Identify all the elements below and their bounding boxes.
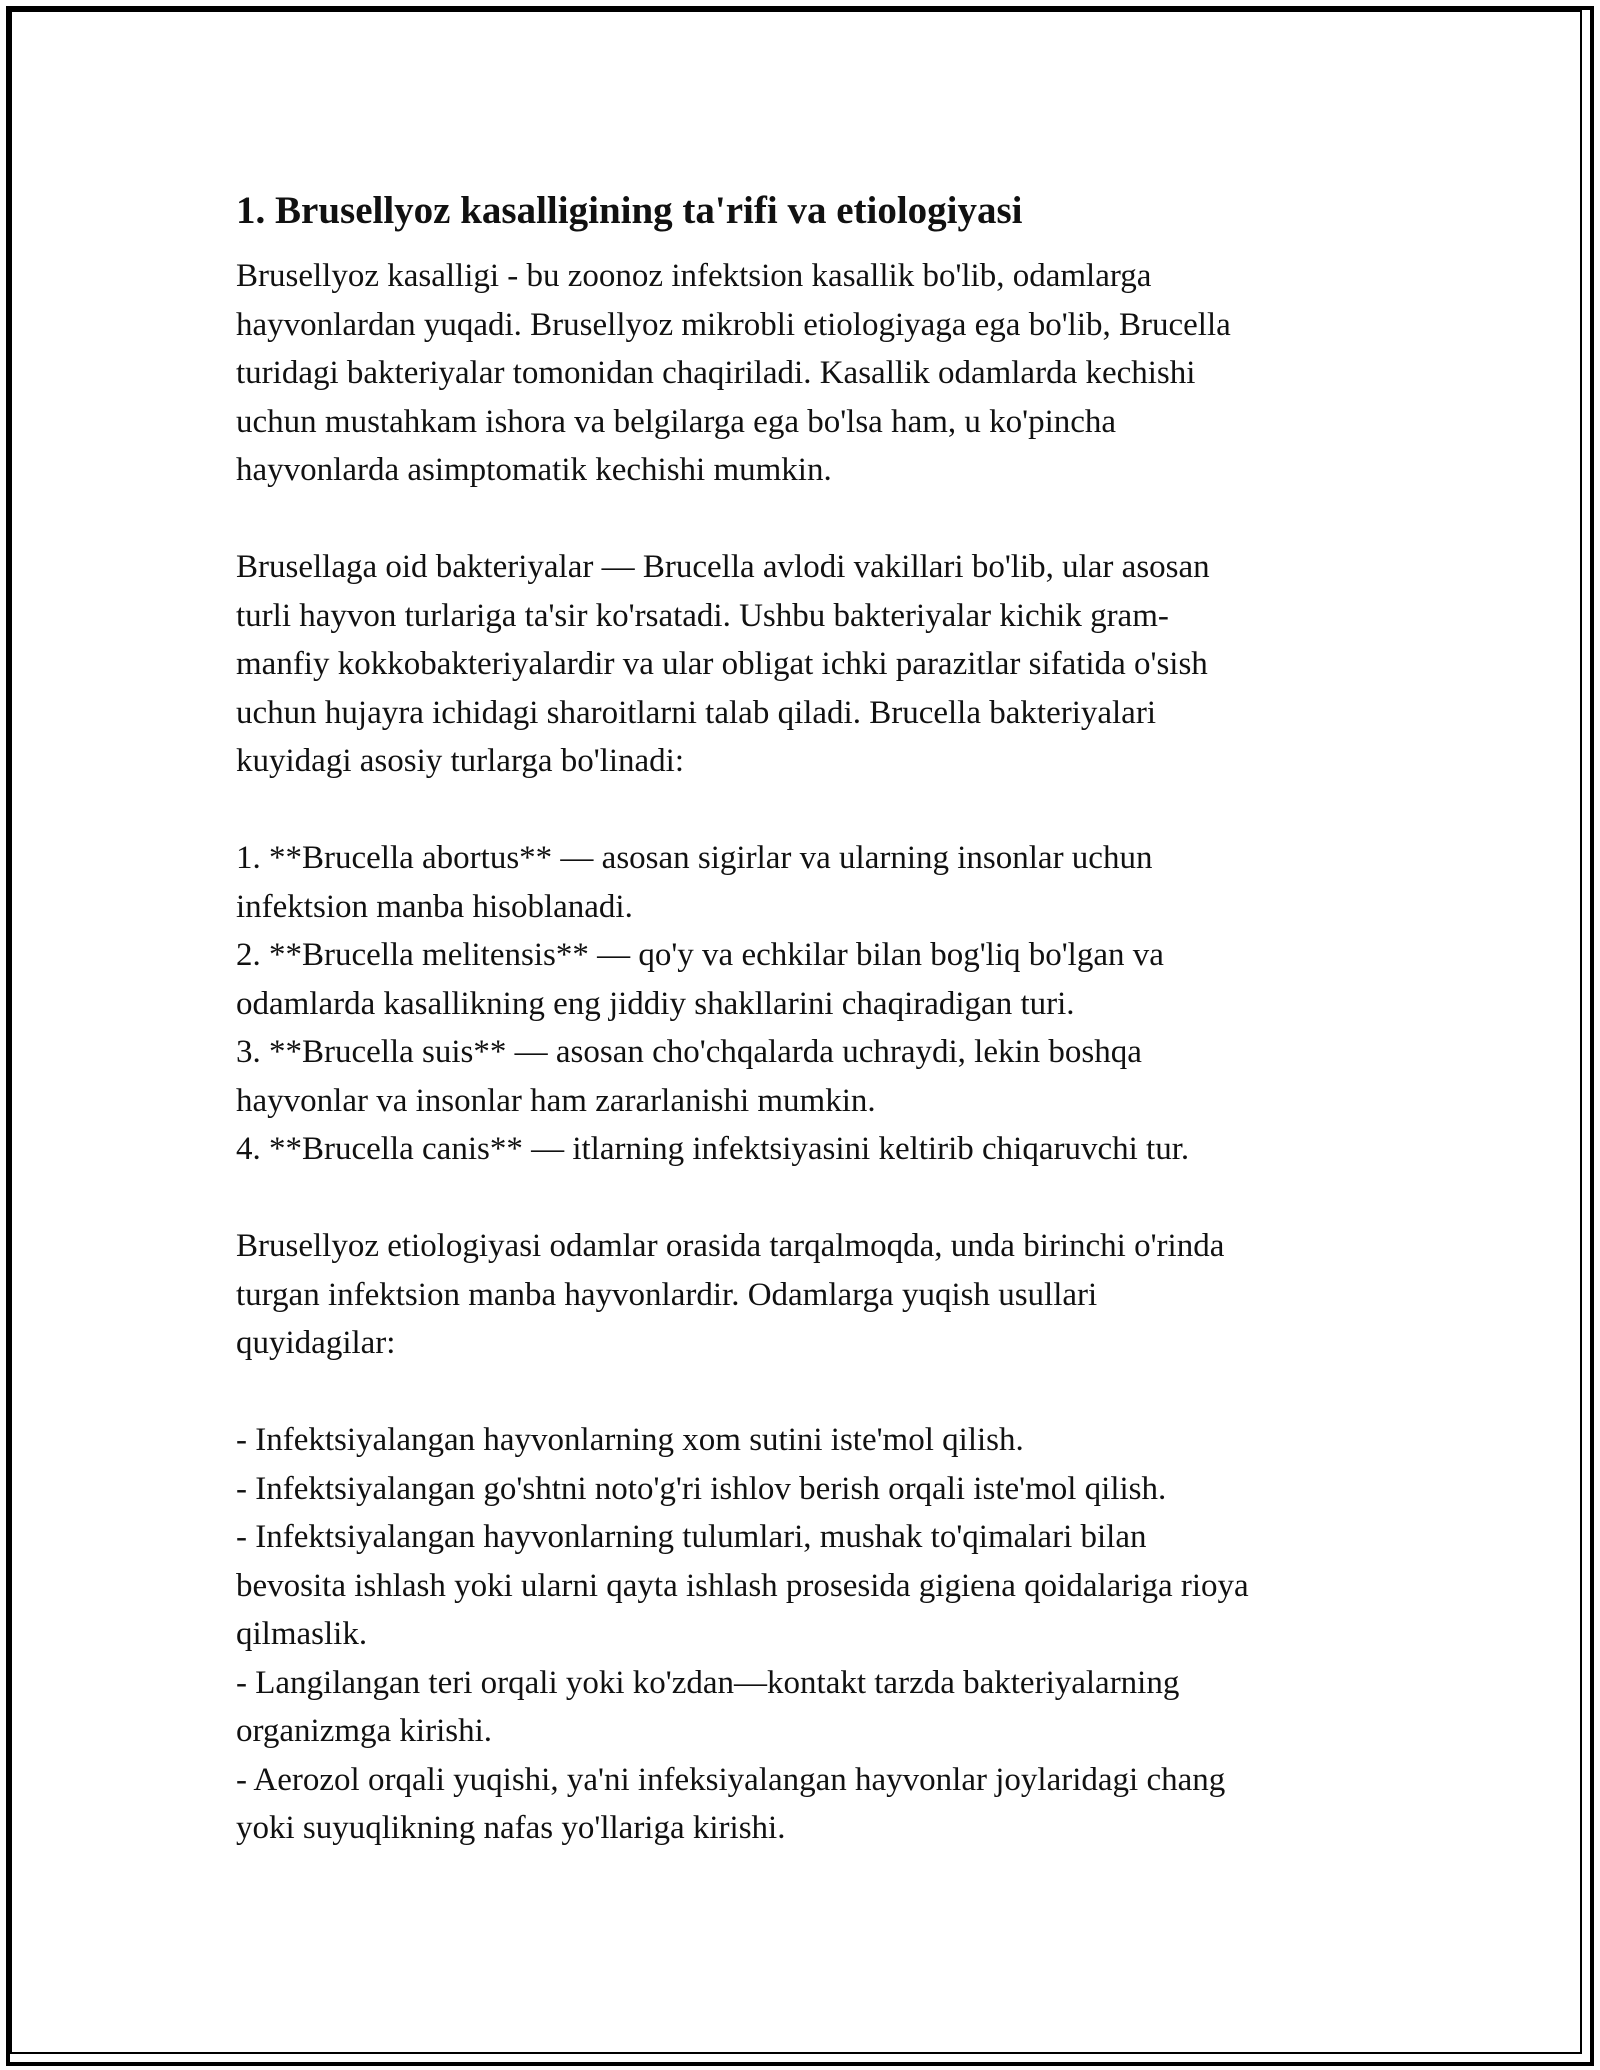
list-item: odamlarda kasallikning eng jiddiy shakllarini chaqiradigan turi. <box>236 985 1075 1022</box>
list-item: - Infektsiyalangan hayvonlarning tulumlari, mushak to'qimalari bilan <box>236 1519 1147 1555</box>
text-line: uchun hujayra ichidagi sharoitlarni talab qiladi. Brucella bakteriyalari <box>236 694 1156 731</box>
text-line: hayvonlarda asimptomatik kechishi mumkin. <box>236 452 832 488</box>
list-item: 4. **Brucella canis** — itlarning infektsiyasini keltirib chiqaruvchi tur. <box>236 1131 1190 1167</box>
paragraph-bacteria <box>236 543 1386 786</box>
text-line: quyidagilar: <box>236 1325 396 1361</box>
text-line: Brusellaga oid bakteriyalar — Brucella avlodi vakillari bo'lib, ular asosan <box>236 549 1210 585</box>
document-body <box>236 186 1386 1853</box>
list-item: 2. **Brucella melitensis** — qo'y va echkilar bilan bog'liq bo'lgan va <box>236 937 1164 973</box>
text-line: manfiy kokkobakteriyalardir va ular obligat ichki parazitlar sifatida o'sish <box>236 646 1208 682</box>
text-line: turidagi bakteriyalar tomonidan chaqiriladi. Kasallik odamlarda kechishi <box>236 355 1196 391</box>
paragraph-etiology <box>236 1222 1386 1368</box>
list-item: yoki suyuqlikning nafas yo'llariga kirishi. <box>236 1810 786 1846</box>
list-item: 3. **Brucella suis** — asosan cho'chqalarda uchraydi, lekin boshqa <box>236 1034 1142 1070</box>
transmission-list <box>236 1416 1386 1853</box>
list-item: organizmga kirishi. <box>236 1713 493 1749</box>
text-line: Brusellyoz etiologiyasi odamlar orasida tarqalmoqda, unda birinchi o'rinda <box>236 1228 1225 1264</box>
paragraph-definition <box>236 252 1386 495</box>
list-item: hayvonlar va insonlar ham zararlanishi mumkin. <box>236 1082 876 1119</box>
list-item: infektsion manba hisoblanadi. <box>236 888 633 925</box>
list-item: - Infektsiyalangan hayvonlarning xom sutini iste'mol qilish. <box>236 1422 1024 1458</box>
text-line: kuyidagi asosiy turlarga bo'linadi: <box>236 743 685 779</box>
list-item: bevosita ishlash yoki ularni qayta ishlash prosesida gigiena qoidalariga rioya <box>236 1567 1249 1604</box>
list-item: - Aerozol orqali yuqishi, ya'ni infeksiyalangan hayvonlar joylaridagi chang <box>236 1761 1226 1798</box>
list-item: - Langilangan teri orqali yoki ko'zdan—kontakt tarzda bakteriyalarning <box>236 1664 1180 1701</box>
text-line: uchun mustahkam ishora va belgilarga ega bo'lsa ham, u ko'pincha <box>236 403 1117 440</box>
list-item: 1. **Brucella abortus** — asosan sigirlar va ularning insonlar uchun <box>236 840 1153 876</box>
text-line: Brusellyoz kasalligi - bu zoonoz infektsion kasallik bo'lib, odamlarga <box>236 258 1152 294</box>
text-line: turli hayvon turlariga ta'sir ko'rsatadi. Ushbu bakteriyalar kichik gram- <box>236 597 1169 634</box>
section-heading: 1. Brusellyoz kasalligining ta'rifi va etiologiyasi <box>236 189 1023 232</box>
list-item: qilmaslik. <box>236 1616 368 1652</box>
text-line: hayvonlardan yuqadi. Brusellyoz mikrobli etiologiyaga ega bo'lib, Brucella <box>236 306 1231 343</box>
text-line: turgan infektsion manba hayvonlardir. Odamlarga yuqish usullari <box>236 1276 1098 1313</box>
list-item: - Infektsiyalangan go'shtni noto'g'ri ishlov berish orqali iste'mol qilish. <box>236 1470 1167 1507</box>
species-list <box>236 834 1386 1174</box>
